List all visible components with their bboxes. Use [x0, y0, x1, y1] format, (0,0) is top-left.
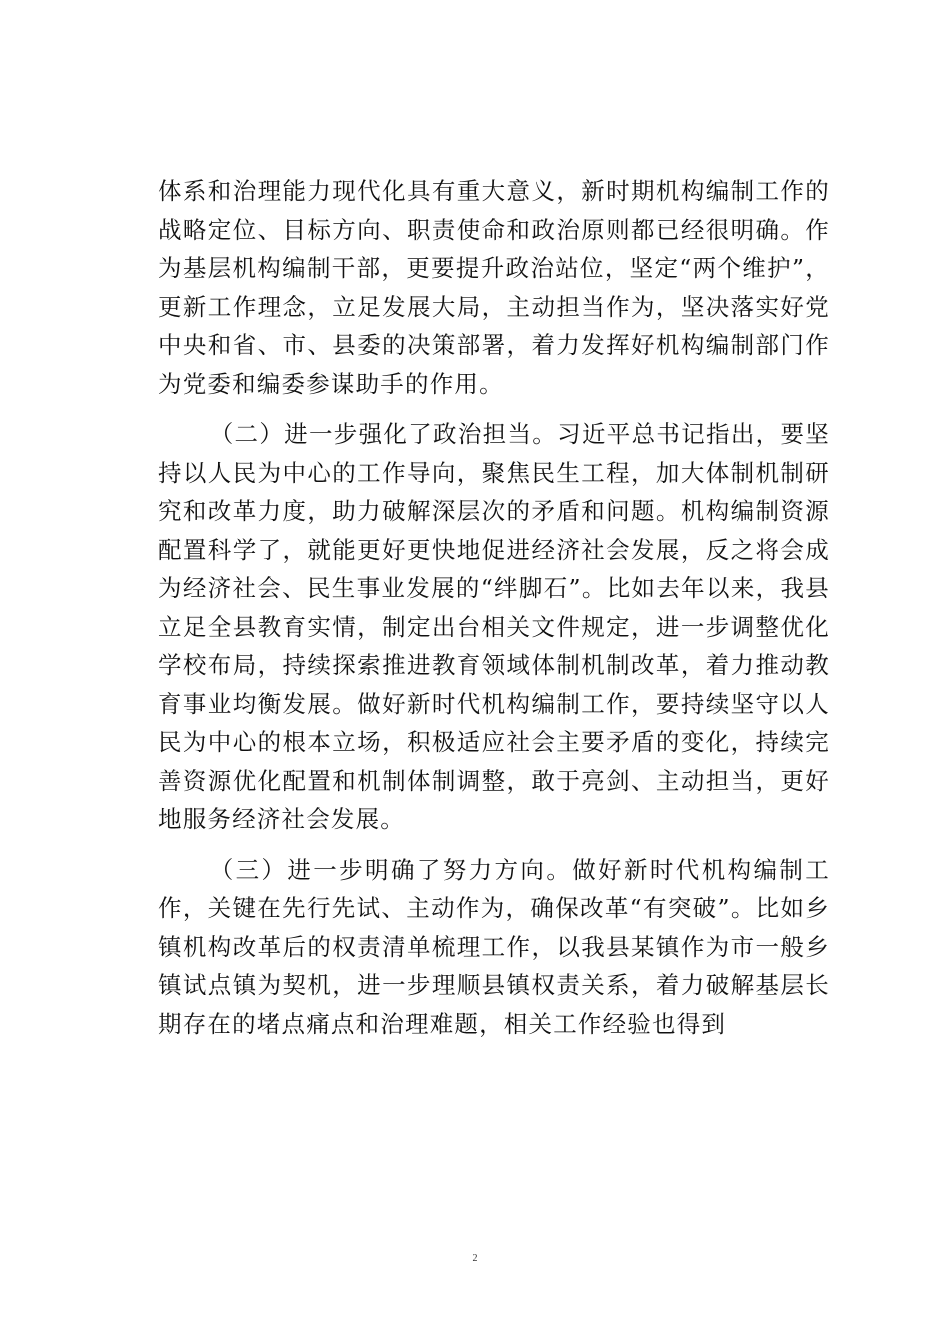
- paragraph-2: （二）进一步强化了政治担当。习近平总书记指出，要坚持以人民为中心的工作导向，聚焦民生工程，加大体制机制研究和改革力度，助力破解深层次的矛盾和问题。机构编制资源配置科学了，就能更好更快地促进经济社会发展，反之将会成为经济社会、民生事业发展的“绊脚石”。比如去年以来，我县立足全县教育实情，制定出台相关文件规定，进一步调整优化学校布局，持续探索推进教育领域体制机制改革，着力推动教育事业均衡发展。做好新时代机构编制工作，要持续坚守以人民为中心的根本立场，积极适应社会主要矛盾的变化，持续完善资源优化配置和机制体制调整，敢于亮剑、主动担当，更好地服务经济社会发展。: [158, 420, 830, 833]
- document-body: [158, 172, 830, 1043]
- paragraph-1: 体系和治理能力现代化具有重大意义，新时期机构编制工作的战略定位、目标方向、职责使命和政治原则都已经很明确。作为基层机构编制干部，更要提升政治站位，坚定“两个维护”，更新工作理念，立足发展大局，主动担当作为，坚决落实好党中央和省、市、县委的决策部署，着力发挥好机构编制部门作为党委和编委参谋助手的作用。: [158, 177, 830, 398]
- paragraph-3: （三）进一步明确了努力方向。做好新时代机构编制工作，关键在先行先试、主动作为，确保改革“有突破”。比如乡镇机构改革后的权责清单梳理工作，以我县某镇作为市一般乡镇试点镇为契机，进一步理顺县镇权责关系，着力破解基层长期存在的堵点痛点和治理难题，相关工作经验也得到: [158, 855, 830, 1038]
- page-number: 2: [472, 1253, 478, 1264]
